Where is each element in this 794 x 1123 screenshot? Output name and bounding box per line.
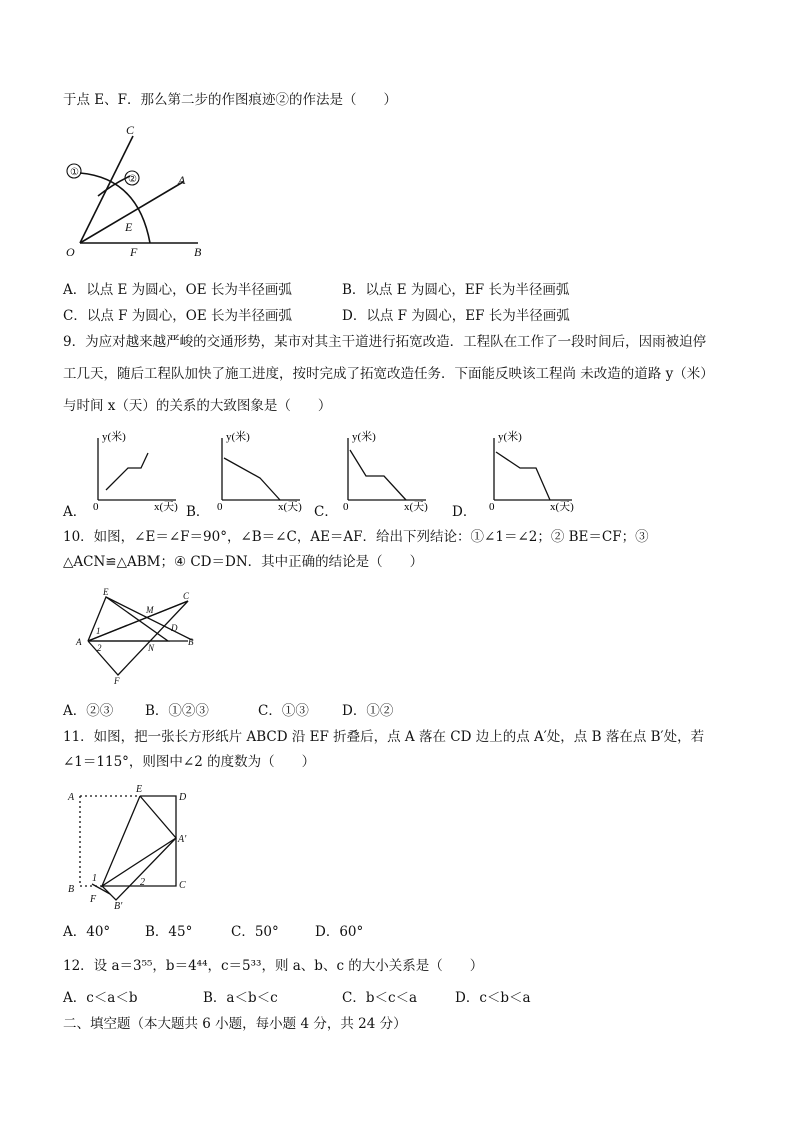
q9-line-2: 工几天，随后工程队加快了施工进度，按时完成了拓宽改造任务．下面能反映该工程尚 未改造的道路 y（米）	[63, 366, 714, 382]
rect-edge	[102, 796, 176, 886]
q10-option-b[interactable]: B．①②③	[145, 703, 209, 719]
label-f: F	[114, 676, 120, 685]
q9-graph-b	[212, 428, 312, 520]
q11-line-1: 11．如图，把一张长方形纸片 ABCD 沿 EF 折叠后，点 A 落在 CD 边上的点 A′处，点 B 落在点 B′处，若	[63, 729, 705, 745]
graph-line	[350, 450, 406, 500]
label-bp: B'	[114, 901, 123, 910]
q12-line-1: 12．设 a＝3⁵⁵，b＝4⁴⁴，c＝5³³，则 a、b、c 的大小关系是（ ）	[63, 958, 484, 974]
label-d: D	[171, 623, 178, 633]
label-d: D	[179, 792, 187, 803]
label-o: O	[66, 245, 75, 259]
xlabel: x(天)	[550, 501, 574, 513]
q8-stem: 于点 E、F．那么第二步的作图痕迹②的作法是（ ）	[63, 92, 398, 108]
graph-line	[496, 452, 550, 500]
q10-option-d[interactable]: D．①②	[342, 703, 394, 719]
label-e: E	[125, 220, 133, 234]
origin: 0	[343, 501, 349, 513]
label-1: 1	[96, 626, 101, 636]
q9-option-b[interactable]: B．	[186, 504, 210, 520]
ylabel: y(米)	[102, 431, 126, 443]
mark-1: ①	[70, 167, 79, 178]
q9-graph-c	[338, 428, 438, 520]
label-c: C	[179, 880, 186, 891]
ylabel: y(米)	[226, 431, 250, 443]
triangle-acf	[88, 601, 188, 675]
q9-option-d[interactable]: D．	[452, 504, 477, 520]
q10-option-c[interactable]: C．①③	[258, 703, 309, 719]
graph-line	[224, 458, 280, 500]
q8-option-b[interactable]: B．以点 E 为圆心，EF 长为半径画弧	[342, 282, 570, 298]
label-m: M	[146, 605, 154, 615]
q11-option-a[interactable]: A．40°	[63, 924, 111, 940]
label-e: E	[136, 784, 143, 795]
q11-option-c[interactable]: C．50°	[231, 924, 279, 940]
label-c: C	[126, 123, 135, 137]
origin: 0	[217, 501, 223, 513]
origin: 0	[93, 501, 99, 513]
q8-figure	[58, 118, 218, 263]
q9-option-c[interactable]: C．	[314, 504, 338, 520]
graph-line	[106, 453, 148, 490]
q9-graph-a	[88, 428, 188, 520]
origin: 0	[489, 501, 495, 513]
xlabel: x(天)	[154, 501, 178, 513]
label-b: B	[194, 245, 202, 259]
label-2: 2	[97, 643, 102, 653]
q11-line-2: ∠1＝115°，则图中∠2 的度数为（ ）	[63, 754, 316, 770]
label-a: A	[76, 637, 82, 647]
q9-line-3: 与时间 x（天）的关系的大致图象是（ ）	[63, 398, 332, 414]
q10-option-a[interactable]: A．②③	[63, 703, 114, 719]
q11-option-b[interactable]: B．45°	[145, 924, 193, 940]
q10-line-2: △ACN≌△ABM；④ CD＝DN．其中正确的结论是（ ）	[63, 554, 424, 570]
xlabel: x(天)	[278, 501, 302, 513]
label-a: A	[178, 173, 186, 187]
q8-option-a[interactable]: A．以点 E 为圆心，OE 长为半径画弧	[63, 282, 292, 298]
label-f: F	[130, 245, 138, 259]
fold-triangle	[102, 796, 176, 886]
label-2: 2	[140, 877, 145, 888]
label-f: F	[90, 894, 97, 905]
label-n: N	[148, 643, 155, 653]
label-c: C	[183, 591, 190, 601]
ylabel: y(米)	[498, 431, 522, 443]
mark-2: ②	[128, 174, 137, 185]
q9-graph-d	[484, 428, 584, 520]
q12-option-c[interactable]: C．b＜c＜a	[342, 990, 418, 1006]
label-b: B	[188, 637, 194, 647]
section-2-heading: 二、填空题（本大题共 6 小题，每小题 4 分，共 24 分）	[63, 1016, 407, 1032]
q8-option-c[interactable]: C．以点 F 为圆心，OE 长为半径画弧	[63, 308, 292, 324]
fold-dashed-ab	[80, 796, 102, 886]
q12-option-a[interactable]: A．c＜a＜b	[63, 990, 138, 1006]
ylabel: y(米)	[352, 431, 376, 443]
label-ap: A'	[178, 834, 187, 845]
q11-figure	[64, 780, 200, 910]
q9-line-1: 9．为应对越来越严峻的交通形势，某市对其主干道进行拓宽改造．工程队在工作了一段时间后，因雨被迫停	[63, 334, 707, 350]
q10-figure	[70, 585, 205, 685]
xlabel: x(天)	[404, 501, 428, 513]
label-b: B	[68, 884, 75, 895]
segment-eb	[106, 597, 192, 640]
segment-ac	[88, 601, 188, 641]
q8-option-d[interactable]: D．以点 F 为圆心，EF 长为半径画弧	[342, 308, 570, 324]
q11-option-d[interactable]: D．60°	[315, 924, 364, 940]
label-a: A	[68, 792, 75, 803]
q12-option-d[interactable]: D．c＜b＜a	[455, 990, 531, 1006]
label-1: 1	[92, 873, 97, 884]
q10-line-1: 10．如图，∠E＝∠F＝90°，∠B＝∠C，AE＝AF．给出下列结论：①∠1＝∠2；② BE＝CF；③	[63, 529, 649, 545]
fold-flap	[102, 838, 176, 900]
q12-option-b[interactable]: B．a＜b＜c	[203, 990, 278, 1006]
q9-option-a[interactable]: A．	[63, 504, 87, 520]
label-e: E	[103, 587, 109, 597]
